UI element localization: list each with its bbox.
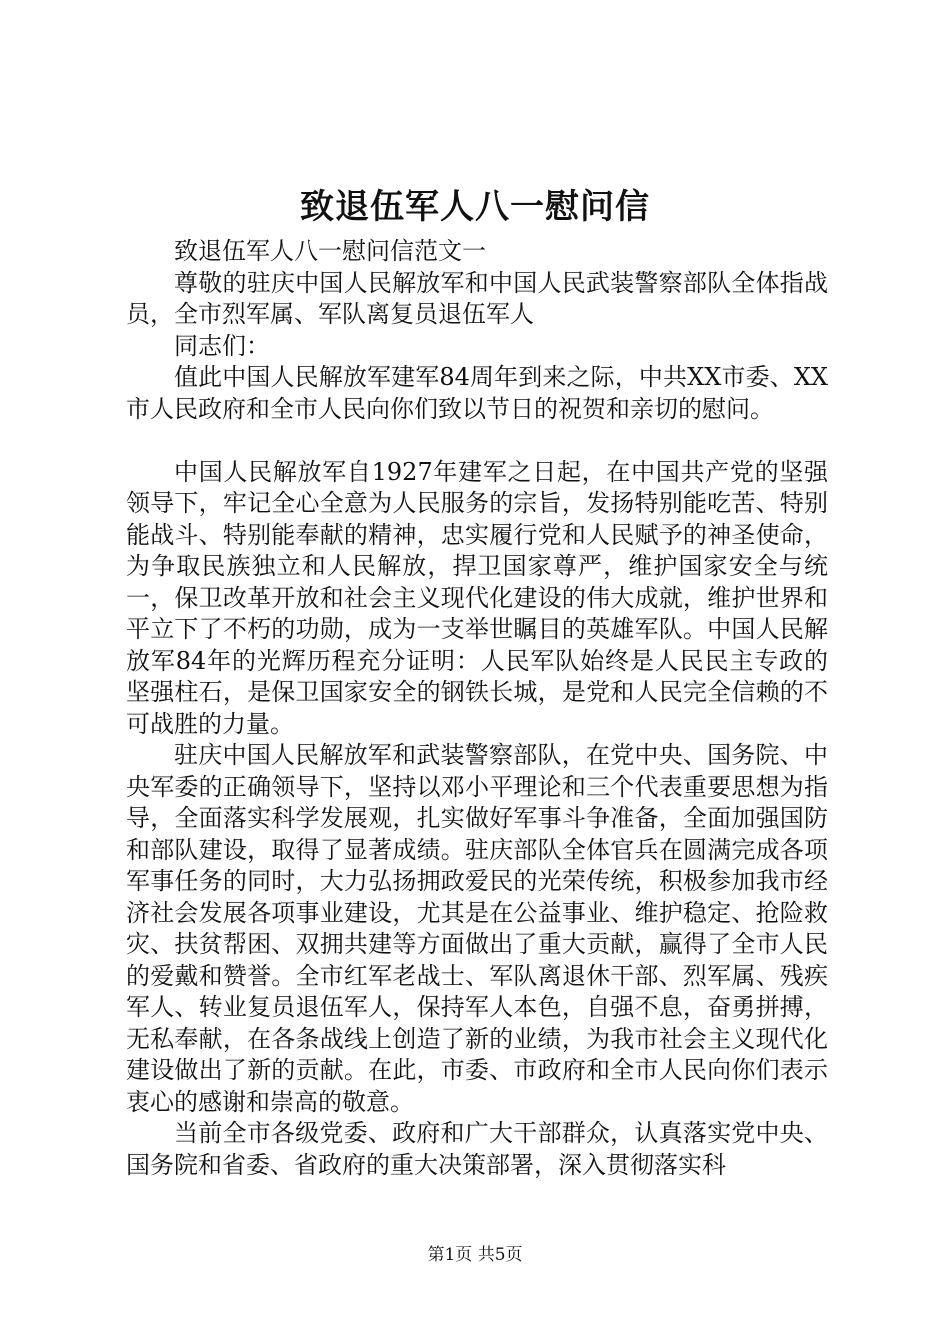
paragraph-history: 中国人民解放军自1927年建军之日起，在中国共产党的坚强领导下，牢记全心全意为人民服务的宗旨，发扬特别能吃苦、特别能战斗、特别能奉献的精神，忠实履行党和人民赋予的神圣使命，为争取民族独立和人民解放，捍卫国家尊严，维护国家安全与统一，保卫改革开放和社会主义现代化建设的伟大成就，维护世界和平立下了不朽的功勋，成为一支举世瞩目的英雄军队。中国人民解放军84年的光辉历程充分证明：人民军队始终是人民民主专政的坚强柱石，是保卫国家安全的钢铁长城，是党和人民完全信赖的不可战胜的力量。	[126, 457, 828, 738]
paragraph-greeting: 同志们：	[174, 331, 270, 360]
document-title: 致退伍军人八一慰问信	[300, 187, 650, 227]
document-body	[126, 236, 828, 1181]
paragraph-congratulation: 值此中国人民解放军建军84周年到来之际，中共XX市委、XX市人民政府和全市人民向你们致以节日的祝贺和亲切的慰问。	[126, 363, 828, 423]
paragraph-subtitle: 致退伍军人八一慰问信范文一	[174, 237, 486, 265]
paragraph-troops: 驻庆中国人民解放军和武装警察部队，在党中央、国务院、中央军委的正确领导下，坚持以邓小平理论和三个代表重要思想为指导，全面落实科学发展观，扎实做好军事斗争准备，全面加强国防和部队建设，取得了显著成绩。驻庆部队全体官兵在圆满完成各项军事任务的同时，大力弘扬拥政爱民的光荣传统，积极参加我市经济社会发展各项事业建设，尤其是在公益事业、维护稳定、抢险救灾、扶贫帮困、双拥共建等方面做出了重大贡献，赢得了全市人民的爱戴和赞誉。全市红军老战士、军队离退休干部、烈军属、残疾军人、转业复员退伍军人，保持军人本色，自强不息，奋勇拼搏，无私奉献，在各条战线上创造了新的业绩，为我市社会主义现代化建设做出了新的贡献。在此，市委、市政府和全市人民向你们表示衷心的感谢和崇高的敬意。	[126, 741, 828, 1116]
paragraph-current: 当前全市各级党委、政府和广大干部群众，认真落实党中央、国务院和省委、省政府的重大决策部署，深入贯彻落实科	[126, 1119, 828, 1179]
paragraph-salutation: 尊敬的驻庆中国人民解放军和中国人民武装警察部队全体指战员，全市烈军属、军队离复员退伍军人	[126, 268, 828, 328]
page-number-footer: 第1页 共5页	[427, 1245, 523, 1265]
